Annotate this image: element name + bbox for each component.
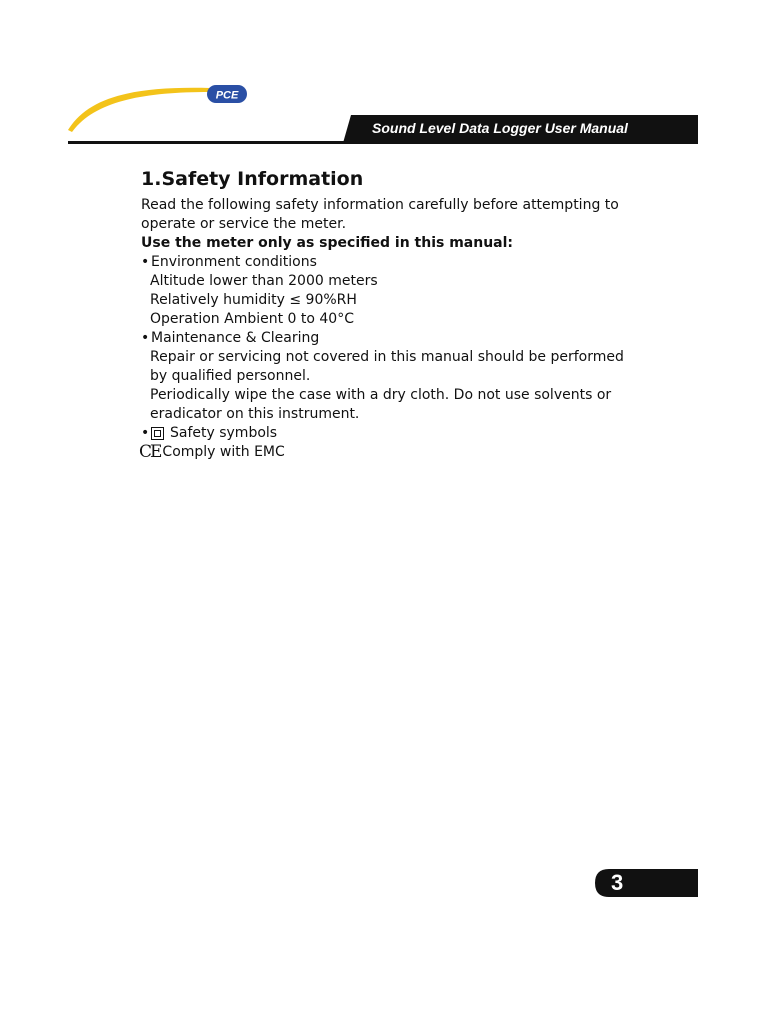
page-number: 3 [611, 870, 624, 895]
maintenance-line-2: by qualified personnel. [150, 368, 311, 384]
maintenance-line-1: Repair or servicing not covered in this manual should be performed [150, 349, 624, 365]
ce-label: Comply with EMC [162, 444, 285, 460]
header-divider [68, 141, 698, 144]
intro-line-1: Read the following safety information carefully before attempting to [141, 197, 619, 213]
maintenance-line-3: Periodically wipe the case with a dry cloth. Do not use solvents or [150, 387, 612, 403]
ce-mark-icon: CE [139, 442, 161, 462]
usage-instruction: Use the meter only as specified in this manual: [141, 235, 514, 251]
maintenance-label: Maintenance & Clearing [151, 330, 320, 346]
environment-bullet [141, 253, 641, 272]
bullet-icon: • [141, 254, 150, 270]
maintenance-line-4: eradicator on this instrument. [150, 406, 360, 422]
symbols-label: Safety symbols [170, 425, 278, 441]
section-heading: 1.Safety Information [141, 168, 364, 190]
humidity-condition: Relatively humidity ≤ 90%RH [150, 292, 357, 308]
double-insulation-icon [151, 427, 164, 440]
ce-line [141, 443, 641, 462]
maintenance-bullet [141, 329, 641, 348]
safety-section [141, 166, 641, 462]
temperature-condition: Operation Ambient 0 to 40°C [150, 311, 354, 327]
pce-logo-badge [206, 84, 248, 104]
bullet-icon: • [141, 330, 150, 346]
pce-logo-text: PCE [215, 89, 239, 102]
bullet-icon: • [141, 425, 150, 441]
symbols-bullet [141, 424, 641, 443]
intro-line-2: operate or service the meter. [141, 216, 347, 232]
environment-label: Environment conditions [151, 254, 317, 270]
manual-title: Sound Level Data Logger User Manual [372, 120, 628, 136]
altitude-condition: Altitude lower than 2000 meters [150, 273, 378, 289]
